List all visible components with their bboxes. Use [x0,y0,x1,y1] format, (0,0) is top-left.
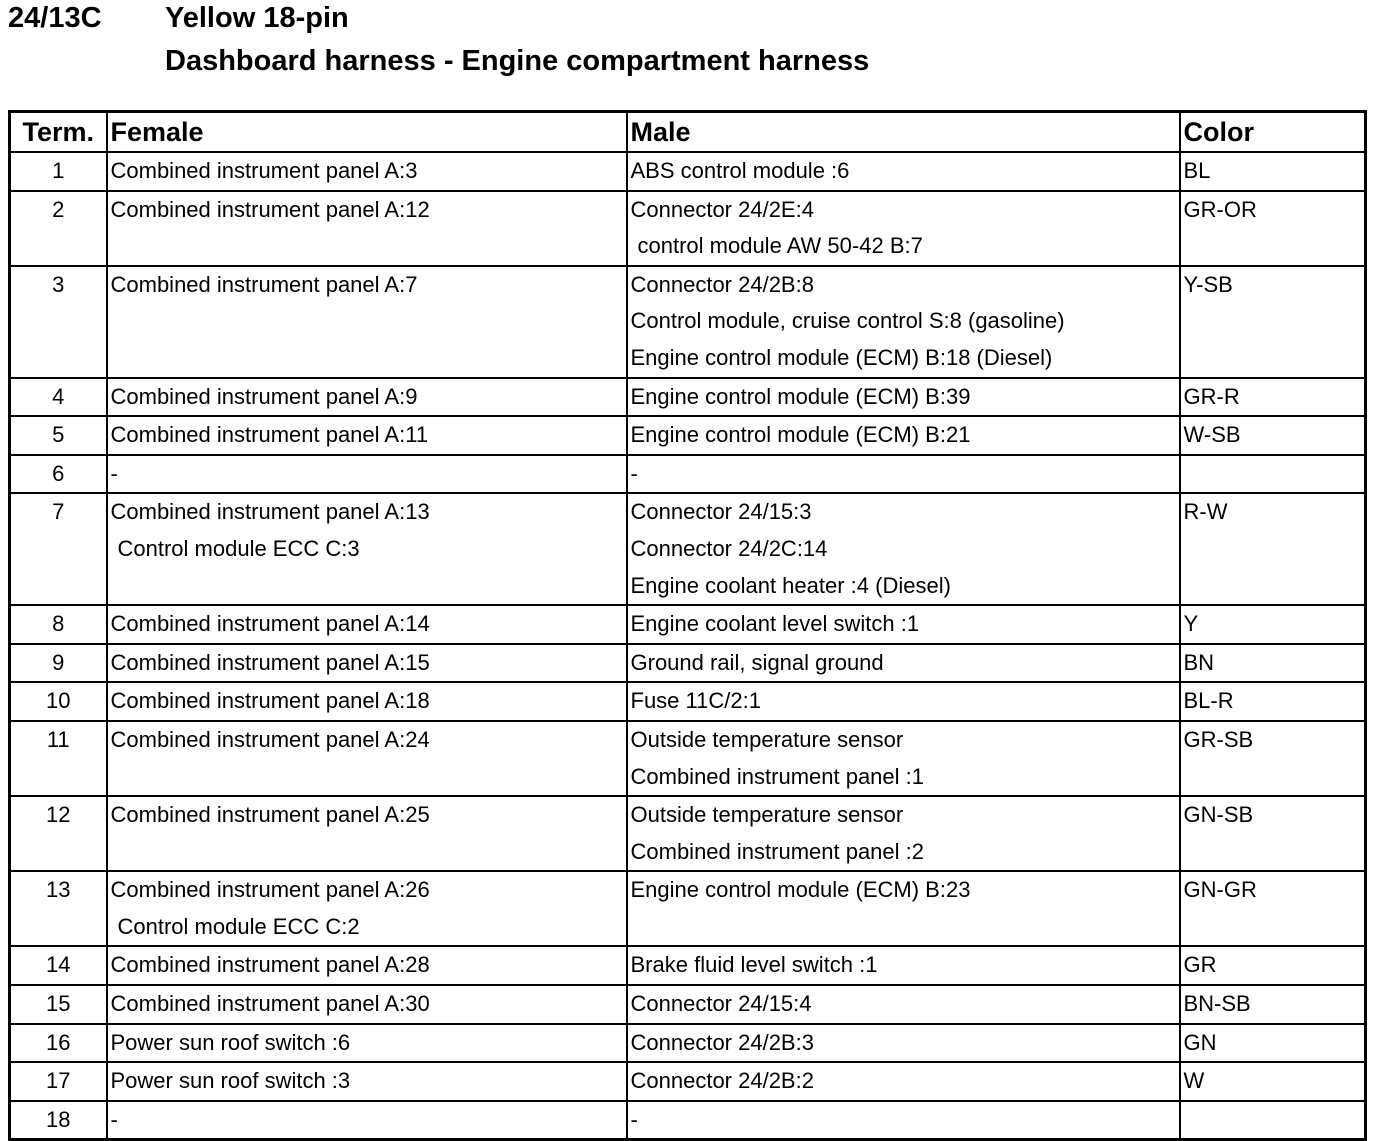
table-row [10,378,1366,417]
color-cell: GN [1180,1024,1366,1063]
male-cell [627,1062,1180,1101]
table-header-row [10,112,1366,153]
female-line: Combined instrument panel A:3 [110,158,418,183]
table-row [10,152,1366,191]
female-cell [107,796,627,871]
male-line: Control module, cruise control S:8 (gasoline) [630,308,1065,334]
table-row [10,985,1366,1024]
term-cell: 9 [10,644,107,683]
male-line: Ground rail, signal ground [630,649,884,675]
male-cell [627,605,1180,644]
male-line: Engine control module (ECM) B:21 [630,422,971,448]
female-cell [107,605,627,644]
male-cell [627,682,1180,721]
color-cell: Y [1180,605,1366,644]
connector-code: 24/13C [8,2,102,34]
color-cell: BN-SB [1180,985,1366,1024]
female-cell [107,946,627,985]
table-row [10,266,1366,378]
male-cell [627,152,1180,191]
color-cell: GR-OR [1180,191,1366,266]
table-row [10,682,1366,721]
term-cell: 7 [10,493,107,605]
male-line: Combined instrument panel :2 [630,838,924,864]
female-cell [107,1024,627,1063]
male-cell [627,191,1180,266]
term-cell: 16 [10,1024,107,1063]
male-line: ABS control module :6 [630,158,850,183]
color-cell: GR [1180,946,1366,985]
color-cell [1180,1101,1366,1140]
color-cell: R-W [1180,493,1366,605]
male-line: - [630,1106,638,1132]
female-line: Combined instrument panel A:25 [110,802,430,828]
table-row [10,1024,1366,1063]
term-cell: 18 [10,1101,107,1140]
female-cell [107,1062,627,1101]
female-cell [107,985,627,1024]
term-cell: 12 [10,796,107,871]
male-line: Combined instrument panel :1 [630,763,924,789]
female-line: Combined instrument panel A:11 [110,422,429,448]
female-cell [107,682,627,721]
male-line: Connector 24/2B:3 [630,1029,814,1055]
female-cell [107,644,627,683]
male-cell [627,493,1180,605]
table-row [10,871,1366,946]
table-body [10,152,1366,1140]
female-line: Combined instrument panel A:18 [110,688,430,714]
pinout-table [8,110,1367,1141]
female-line: Combined instrument panel A:14 [110,611,430,637]
table-row [10,416,1366,455]
column-header-female: Female [107,112,627,153]
connector-name: Yellow 18-pin [165,2,349,34]
color-cell: Y-SB [1180,266,1366,378]
color-cell: GN-SB [1180,796,1366,871]
color-cell: W-SB [1180,416,1366,455]
column-header-term: Term. [10,112,107,153]
female-cell [107,378,627,417]
male-line: Connector 24/15:4 [630,991,812,1017]
term-cell: 3 [10,266,107,378]
color-cell: GR-R [1180,378,1366,417]
color-cell [1180,455,1366,494]
table-row [10,1062,1366,1101]
female-line: Combined instrument panel A:7 [110,271,418,297]
male-line: control module AW 50-42 B:7 [637,233,923,259]
term-cell: 6 [10,455,107,494]
female-line: Combined instrument panel A:26 [110,877,430,903]
female-line: Control module ECC C:3 [117,535,360,561]
male-line: Engine control module (ECM) B:39 [630,383,971,409]
female-line: Power sun roof switch :6 [110,1029,351,1055]
male-cell [627,644,1180,683]
female-cell [107,191,627,266]
table-row [10,455,1366,494]
term-cell: 8 [10,605,107,644]
term-cell: 14 [10,946,107,985]
color-cell: GN-GR [1180,871,1366,946]
female-cell [107,152,627,191]
female-line: Control module ECC C:2 [117,913,360,939]
male-line: Engine coolant level switch :1 [630,611,920,637]
male-cell [627,266,1180,378]
female-line: Power sun roof switch :3 [110,1068,351,1094]
male-line: Fuse 11C/2:1 [630,688,761,714]
female-line: - [110,460,118,486]
female-cell [107,455,627,494]
column-header-color: Color [1180,112,1366,153]
female-cell [107,266,627,378]
table-row [10,605,1366,644]
term-cell: 2 [10,191,107,266]
table-row [10,721,1366,796]
male-line: Connector 24/15:3 [630,499,812,525]
male-line: Connector 24/2E:4 [630,196,814,222]
table-row [10,644,1366,683]
table-row [10,1101,1366,1140]
male-line: Connector 24/2B:2 [630,1068,814,1094]
male-cell [627,721,1180,796]
male-line: Outside temperature sensor [630,726,904,752]
term-cell: 13 [10,871,107,946]
female-cell [107,871,627,946]
male-cell [627,796,1180,871]
color-cell: BL-R [1180,682,1366,721]
female-line: Combined instrument panel A:12 [110,196,430,222]
female-line: Combined instrument panel A:9 [110,383,418,409]
male-line: Outside temperature sensor [630,802,904,828]
male-cell [627,946,1180,985]
color-cell: GR-SB [1180,721,1366,796]
table-row [10,946,1366,985]
male-cell [627,416,1180,455]
male-line: - [630,460,638,486]
table-row [10,191,1366,266]
term-cell: 10 [10,682,107,721]
male-cell [627,985,1180,1024]
table-row [10,796,1366,871]
female-cell [107,416,627,455]
table-row [10,493,1366,605]
color-cell: BL [1180,152,1366,191]
male-cell [627,1024,1180,1063]
term-cell: 1 [10,152,107,191]
term-cell: 15 [10,985,107,1024]
male-line: Engine control module (ECM) B:23 [630,877,971,903]
female-line: - [110,1106,118,1132]
term-cell: 5 [10,416,107,455]
color-cell: BN [1180,644,1366,683]
female-line: Combined instrument panel A:24 [110,726,430,752]
female-line: Combined instrument panel A:28 [110,952,430,978]
term-cell: 11 [10,721,107,796]
column-header-male: Male [627,112,1180,153]
harness-subtitle: Dashboard harness - Engine compartment harness [165,45,870,77]
female-cell [107,721,627,796]
term-cell: 4 [10,378,107,417]
male-line: Connector 24/2B:8 [630,271,814,297]
female-line: Combined instrument panel A:13 [110,499,430,525]
female-line: Combined instrument panel A:15 [110,649,430,675]
male-cell [627,378,1180,417]
male-cell [627,871,1180,946]
male-cell [627,455,1180,494]
male-line: Engine coolant heater :4 (Diesel) [630,572,951,598]
male-cell [627,1101,1180,1140]
page-header [0,0,1376,100]
male-line: Engine control module (ECM) B:18 (Diesel) [630,344,1053,370]
female-cell [107,493,627,605]
term-cell: 17 [10,1062,107,1101]
female-line: Combined instrument panel A:30 [110,991,430,1017]
male-line: Brake fluid level switch :1 [630,952,878,978]
male-line: Connector 24/2C:14 [630,535,828,561]
female-cell [107,1101,627,1140]
color-cell: W [1180,1062,1366,1101]
